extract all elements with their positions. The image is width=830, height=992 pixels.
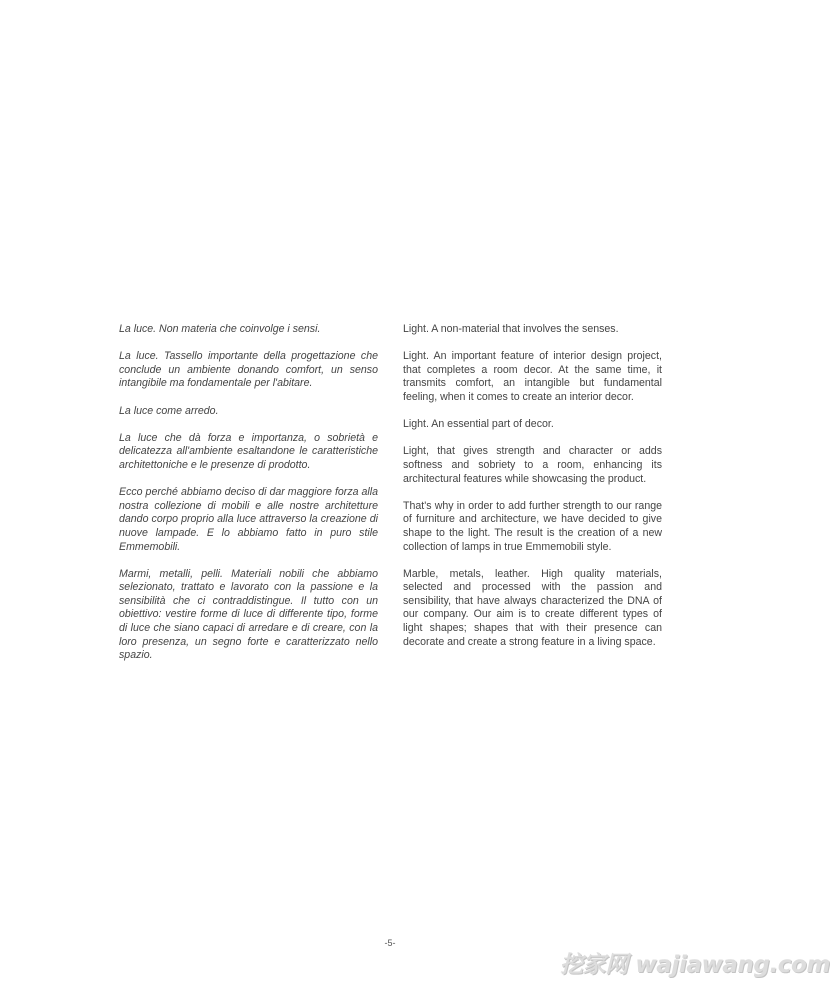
english-paragraph-2: Light. An important feature of interior design project, that completes a room decor. At the same time, it transmits comfort, an intangible but fundamental feeling, when it comes to create an interior decor. xyxy=(403,350,662,403)
italian-paragraph-4: La luce che dà forza e importanza, o sobrietà e delicatezza all'ambiente esaltandone le caratteristiche architettoniche e le presenze di prodotto. xyxy=(119,431,378,471)
english-paragraph-3: Light. An essential part of decor. xyxy=(403,418,554,431)
site-watermark: 挖家网 wajiawang.com xyxy=(560,952,830,978)
italian-paragraph-1: La luce. Non materia che coinvolge i sensi. xyxy=(119,323,321,335)
page-number: -5- xyxy=(384,938,396,948)
english-paragraph-5: That's why in order to add further strength to our range of furniture and architecture, we have decided to give shape to the light. The result is the creation of a new collection of lamps in true Emmemobili style. xyxy=(403,499,662,553)
italian-paragraph-2: La luce. Tassello importante della progettazione che conclude un ambiente donando comfort, un senso intangibile ma fondamentale per l'abitare. xyxy=(119,350,378,390)
english-text-column xyxy=(403,323,662,663)
italian-paragraph-5: Ecco perché abbiamo deciso di dar maggiore forza alla nostra collezione di mobili e alle nostre architetture dando corpo proprio alla luce attraverso la creazione di nuove lampade. E lo abbiamo fatto in puro stile Emmemobili. xyxy=(119,486,378,553)
english-paragraph-4: Light, that gives strength and character or adds softness and sobriety to a room, enhancing its architectural features while showcasing the product. xyxy=(403,445,662,485)
english-paragraph-1: Light. A non-material that involves the senses. xyxy=(403,323,619,335)
italian-paragraph-3: La luce come arredo. xyxy=(119,404,219,417)
english-paragraph-6: Marble, metals, leather. High quality materials, selected and processed with the passion and sensibility, that have always characterized the DNA of our company. Our aim is to create different types of light shapes; shapes that with their presence can decorate and create a strong feature in a living space. xyxy=(403,567,662,648)
italian-text-column xyxy=(119,323,378,676)
italian-paragraph-6: Marmi, metalli, pelli. Materiali nobili che abbiamo selezionato, trattato e lavorato con la passione e la sensibilità che ci contraddistingue. Il tutto con un obiettivo: vestire forme di luce di differente tipo, forme di luce che siano capaci di arredare e di creare, con la loro presenza, un segno forte e caratterizzato nello spazio. xyxy=(119,567,378,662)
